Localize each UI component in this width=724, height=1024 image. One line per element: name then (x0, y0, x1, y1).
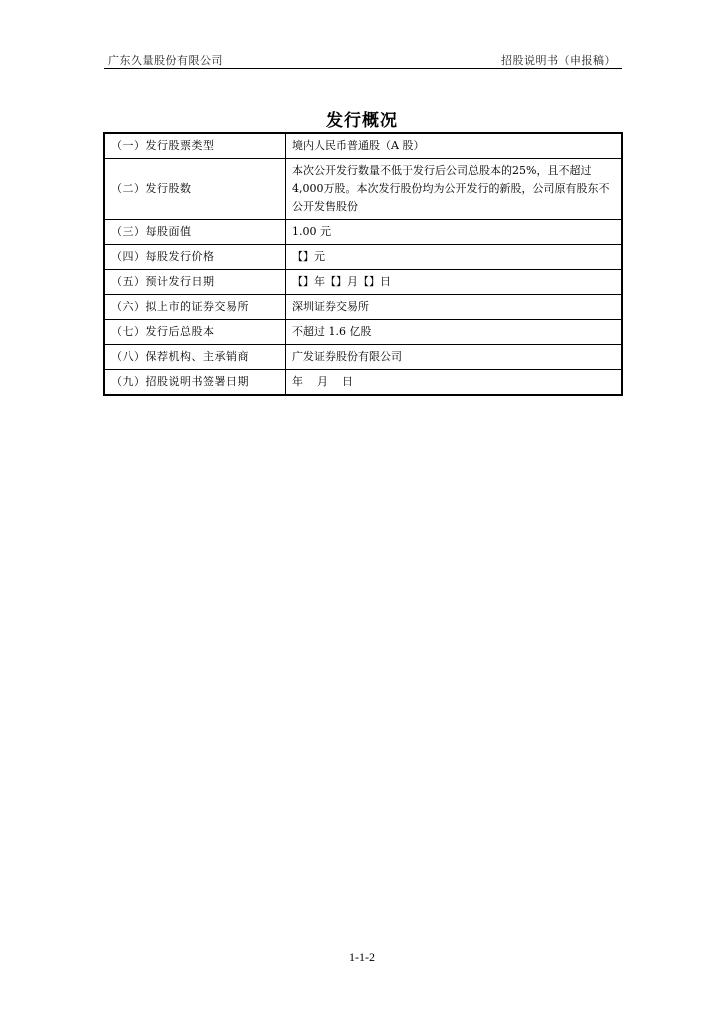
table-row (104, 245, 622, 270)
table-row (104, 370, 622, 396)
row-value: 1.00 元 (286, 220, 623, 245)
row-label: （二）发行股数 (104, 159, 286, 220)
row-value: 不超过 1.6 亿股 (286, 320, 623, 345)
row-label: （七）发行后总股本 (104, 320, 286, 345)
row-value: 年 月 日 (286, 370, 623, 396)
row-label: （四）每股发行价格 (104, 245, 286, 270)
row-value: 【】年【】月【】日 (286, 270, 623, 295)
row-label: （九）招股说明书签署日期 (104, 370, 286, 396)
row-label: （三）每股面值 (104, 220, 286, 245)
page-title: 发行概况 (326, 111, 398, 131)
row-label: （一）发行股票类型 (104, 133, 286, 159)
row-value: 深圳证券交易所 (286, 295, 623, 320)
table-row (104, 345, 622, 370)
page-number: 1-1-2 (349, 950, 375, 964)
table-row (104, 320, 622, 345)
row-label: （五）预计发行日期 (104, 270, 286, 295)
table-row (104, 295, 622, 320)
row-value: 广发证券股份有限公司 (286, 345, 623, 370)
issuance-overview-table (103, 132, 623, 396)
header-company-name: 广东久量股份有限公司 (108, 54, 223, 67)
table-row (104, 159, 622, 220)
table-row (104, 133, 622, 159)
row-value: 境内人民币普通股（A 股） (286, 133, 623, 159)
row-label: （八）保荐机构、主承销商 (104, 345, 286, 370)
row-label: （六）拟上市的证券交易所 (104, 295, 286, 320)
table-row (104, 270, 622, 295)
header-document-type: 招股说明书（申报稿） (501, 54, 616, 67)
row-value: 本次公开发行数量不低于发行后公司总股本的25%，且不超过4,000万股。本次发行股份均为公开发行的新股，公司原有股东不公开发售股份 (286, 159, 623, 220)
table-row (104, 220, 622, 245)
header-divider (104, 68, 622, 69)
row-value: 【】元 (286, 245, 623, 270)
